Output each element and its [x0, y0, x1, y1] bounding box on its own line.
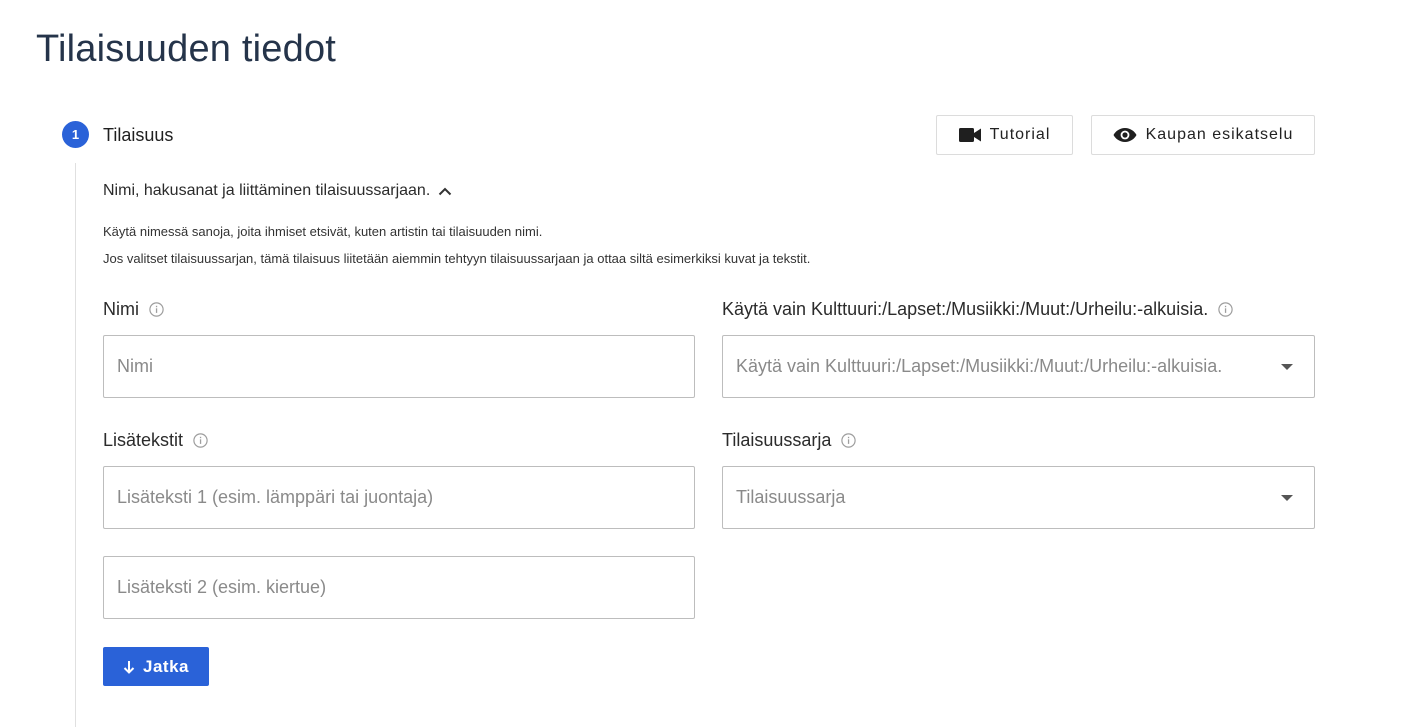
series-select-placeholder: Tilaisuussarja: [736, 487, 846, 507]
eye-icon: [1113, 127, 1137, 143]
step-number-badge: 1: [62, 121, 89, 148]
extra-text-1-input[interactable]: [103, 466, 695, 529]
continue-button[interactable]: [103, 647, 209, 686]
info-icon[interactable]: [841, 433, 856, 448]
tutorial-button[interactable]: [936, 115, 1073, 155]
tutorial-button-label: Tutorial: [989, 126, 1051, 143]
category-select[interactable]: [722, 335, 1315, 398]
series-select[interactable]: [722, 466, 1315, 529]
extra-text-2-input[interactable]: [103, 556, 695, 619]
category-field-label: Käytä vain Kulttuuri:/Lapset:/Musiikki:/Muut:/Urheilu:-alkuisia.: [722, 299, 1233, 320]
step-title: Tilaisuus: [103, 125, 174, 145]
name-field-label: Nimi: [103, 299, 164, 320]
series-field-label: Tilaisuussarja: [722, 430, 856, 451]
store-preview-button[interactable]: [1091, 115, 1315, 155]
info-icon[interactable]: [193, 433, 208, 448]
category-select-placeholder: Käytä vain Kulttuuri:/Lapset:/Musiikki:/Muut:/Urheilu:-alkuisia.: [736, 356, 1223, 376]
store-preview-button-label: Kaupan esikatselu: [1145, 126, 1294, 143]
extra-texts-field-label: Lisätekstit: [103, 430, 208, 451]
step-connector-line: [75, 163, 76, 727]
section-collapse-toggle[interactable]: [103, 182, 452, 200]
help-text-series: Jos valitset tilaisuussarjan, tämä tilaisuus liitetään aiemmin tehtyyn tilaisuussarjaan ja ottaa siltä esimerkiksi kuvat ja tekstit.: [103, 251, 811, 266]
chevron-up-icon: [438, 187, 452, 196]
section-toggle-label: Nimi, hakusanat ja liittäminen tilaisuussarjaan.: [103, 182, 431, 199]
arrow-down-icon: [123, 660, 135, 674]
dropdown-arrow-icon: [1281, 364, 1293, 370]
info-icon[interactable]: [1218, 302, 1233, 317]
name-input[interactable]: [103, 335, 695, 398]
info-icon[interactable]: [149, 302, 164, 317]
continue-button-label: Jatka: [143, 656, 189, 676]
video-camera-icon: [959, 127, 981, 143]
help-text-naming: Käytä nimessä sanoja, joita ihmiset etsivät, kuten artistin tai tilaisuuden nimi.: [103, 224, 543, 239]
dropdown-arrow-icon: [1281, 495, 1293, 501]
page-title: Tilaisuuden tiedot: [36, 28, 337, 70]
